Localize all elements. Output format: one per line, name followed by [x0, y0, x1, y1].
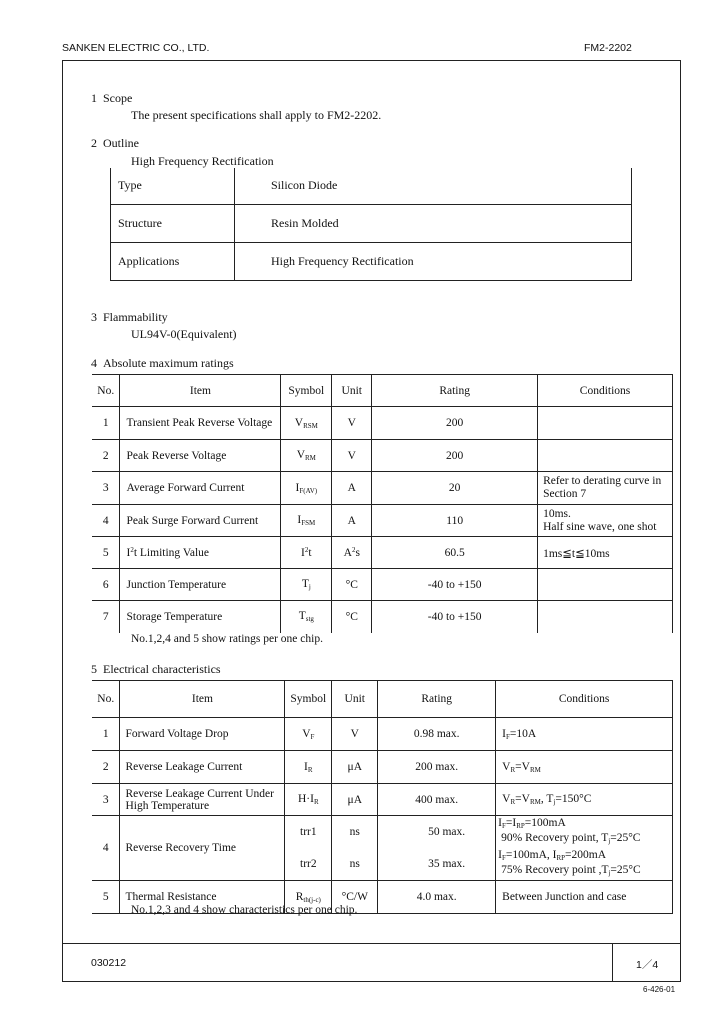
table-row: [92, 751, 673, 784]
part-number: FM2-2202: [584, 42, 632, 54]
row-unit: V: [332, 407, 372, 440]
electrical-table: [92, 680, 673, 914]
row-conditions: $I_F=100mA$, $I_{RP}=200mA$ 75% Recovery point $,T_j=25^\circ C$: [496, 848, 673, 881]
row-no: 2: [92, 751, 120, 784]
row-item: Reverse Leakage Current Under High Temperature: [120, 784, 285, 816]
flammability-text: UL94V-0(Equivalent): [131, 327, 237, 341]
row-symbol: trr1: [285, 816, 332, 849]
row-symbol: trr2: [285, 848, 332, 881]
row-rating: 4.0 max.: [378, 881, 496, 914]
row-rating: -40 to +150: [372, 569, 538, 601]
absolute-note: No.1,2,4 and 5 show ratings per one chip.: [131, 633, 323, 645]
row-unit: $A^2s$: [332, 537, 372, 569]
company-name: SANKEN ELECTRIC CO., LTD.: [62, 42, 210, 54]
row-item: Peak Reverse Voltage: [120, 440, 281, 472]
table-row: [92, 569, 673, 601]
row-conditions: 1ms≦t≦10ms: [538, 537, 673, 569]
row-rating: 110: [372, 505, 538, 537]
table-row: [92, 784, 673, 816]
row-item: Forward Voltage Drop: [120, 718, 285, 751]
header-unit: Unit: [332, 681, 378, 718]
header-no: No.: [92, 681, 120, 718]
row-no: 5: [92, 881, 120, 914]
row-unit: μA: [332, 784, 378, 816]
footer-split: [612, 943, 613, 982]
row-rating: 200: [372, 440, 538, 472]
row-rating: 400 max.: [378, 784, 496, 816]
form-number: 6-426-01: [643, 985, 676, 994]
outline-label: Applications: [111, 242, 235, 280]
row-no: 4: [92, 816, 120, 881]
row-symbol: $T_{stg}$: [281, 601, 332, 633]
row-unit: °C: [332, 569, 372, 601]
row-item: Peak Surge Forward Current: [120, 505, 281, 537]
row-item: Reverse Recovery Time: [120, 816, 285, 881]
row-conditions: [538, 569, 673, 601]
outline-row: [111, 242, 632, 280]
row-unit: V: [332, 440, 372, 472]
table-row: [92, 816, 673, 849]
row-symbol: $I_R$: [285, 751, 332, 784]
row-symbol: $V_{RSM}$: [281, 407, 332, 440]
row-rating: 35 max.: [378, 848, 496, 881]
row-no: 6: [92, 569, 120, 601]
row-rating: -40 to +150: [372, 601, 538, 633]
row-no: 7: [102, 610, 109, 623]
row-unit: °C: [332, 601, 372, 633]
table-row: [92, 601, 673, 633]
row-no: 4: [92, 505, 120, 537]
header-rating: Rating: [378, 681, 496, 718]
row-rating: 20: [372, 472, 538, 505]
header-item: Item: [120, 681, 285, 718]
row-symbol: $T_j$: [281, 569, 332, 601]
row-symbol: $I_{F(AV)}$: [281, 472, 332, 505]
row-no: 3: [92, 784, 120, 816]
scope-text: The present specifications shall apply to FM2-2202.: [131, 108, 382, 122]
table-row: [92, 718, 673, 751]
row-conditions: $V_R=V_{RM}$: [496, 751, 673, 784]
section-flammability-heading: 3 Flammability: [91, 310, 168, 324]
row-symbol: $V_{RM}$: [281, 440, 332, 472]
row-symbol: $V_F$: [285, 718, 332, 751]
row-rating: 60.5: [372, 537, 538, 569]
row-unit: ns: [332, 848, 378, 881]
electrical-header-row: [92, 681, 673, 718]
row-item: Storage Temperature: [120, 601, 281, 633]
page-number: 1／4: [636, 959, 659, 971]
row-conditions: Between Junction and case: [496, 881, 673, 914]
row-unit: A: [332, 472, 372, 505]
row-rating: 50 max.: [378, 816, 496, 849]
header-item: Item: [120, 375, 281, 407]
row-conditions: $I_F=I_{RP}=100mA$ 90% Recovery point, $T_j=25^\circ C$: [496, 816, 673, 849]
date-code: 030212: [91, 957, 127, 969]
row-rating: 200: [372, 407, 538, 440]
section-absolute-heading: 4 Absolute maximum ratings: [91, 356, 234, 370]
outline-value: Resin Molded: [235, 204, 632, 242]
table-row: [92, 472, 673, 505]
row-item: Average Forward Current: [120, 472, 281, 505]
row-conditions: 10ms. Half sine wave, one shot: [538, 505, 673, 537]
outline-row: [111, 168, 632, 204]
outline-value: High Frequency Rectification: [235, 242, 632, 280]
outline-subtitle: High Frequency Rectification: [131, 154, 274, 168]
row-symbol: $I_{FSM}$: [281, 505, 332, 537]
row-item: Junction Temperature: [120, 569, 281, 601]
header-symbol: Symbol: [281, 375, 332, 407]
table-row: [92, 440, 673, 472]
electrical-note: No.1,2,3 and 4 show characteristics per one chip.: [131, 904, 358, 916]
row-item: $I^2t$ Limiting Value: [120, 537, 281, 569]
row-conditions: [538, 601, 673, 633]
table-row: [92, 537, 673, 569]
row-symbol: $R_{th(j-c)}$: [285, 881, 332, 914]
row-symbol: $I^2t$: [281, 537, 332, 569]
section-scope-heading: 1 Scope: [91, 91, 133, 105]
outline-label: Type: [111, 168, 235, 204]
row-conditions: $I_F=10A$: [496, 718, 673, 751]
row-symbol: $H\cdot I_R$: [285, 784, 332, 816]
row-conditions: [538, 440, 673, 472]
footer-divider: [62, 943, 681, 944]
row-unit: °C/W: [332, 881, 378, 914]
section-electrical-heading: 5 Electrical characteristics: [91, 662, 221, 676]
header-unit: Unit: [332, 375, 372, 407]
row-unit: ns: [332, 816, 378, 849]
header-conditions: Conditions: [538, 375, 673, 407]
outline-value: Silicon Diode: [235, 168, 632, 204]
row-unit: V: [332, 718, 378, 751]
row-rating: 200 max.: [378, 751, 496, 784]
row-conditions: Refer to derating curve in Section 7: [538, 472, 673, 505]
row-no: 2: [92, 440, 120, 472]
outline-label: Structure: [111, 204, 235, 242]
outline-row: [111, 204, 632, 242]
row-unit: A: [332, 505, 372, 537]
row-conditions: $V_R=V_{RM}$, $T_j=150^\circ C$: [496, 784, 673, 816]
row-conditions: [538, 407, 673, 440]
absolute-ratings-table: [92, 374, 673, 633]
row-item: Transient Peak Reverse Voltage: [120, 407, 281, 440]
header-no: No.: [92, 375, 120, 407]
table-row: [92, 407, 673, 440]
row-no: 1: [92, 718, 120, 751]
row-no: 5: [92, 537, 120, 569]
header-conditions: Conditions: [496, 681, 673, 718]
header-symbol: Symbol: [285, 681, 332, 718]
absolute-header-row: [92, 375, 673, 407]
outline-table: [110, 168, 632, 281]
row-unit: μA: [332, 751, 378, 784]
header-rating: Rating: [372, 375, 538, 407]
row-rating: 0.98 max.: [378, 718, 496, 751]
row-no: 3: [92, 472, 120, 505]
row-no: 1: [92, 407, 120, 440]
section-outline-heading: 2 Outline: [91, 136, 139, 150]
row-item: Thermal Resistance: [120, 881, 285, 914]
table-row: [92, 505, 673, 537]
row-item: Reverse Leakage Current: [120, 751, 285, 784]
